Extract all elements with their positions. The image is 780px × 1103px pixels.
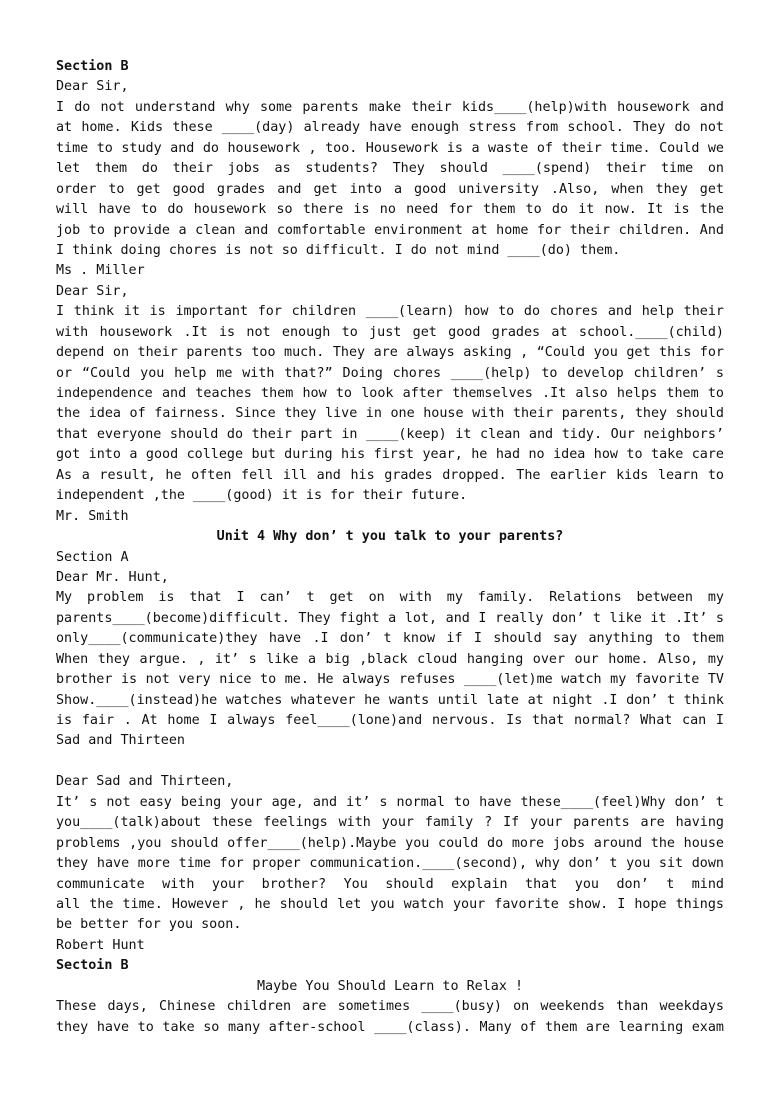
letter-3-signature: Sad and Thirteen	[56, 733, 185, 749]
article	[56, 977, 724, 1038]
letter-3-line: only____(communicate)they have .I don’ t know if I should say anything to them	[56, 631, 724, 647]
article-line: These days, Chinese children are sometimes ____(busy) on weekends than weekdays	[56, 999, 724, 1015]
letter-1-line: I think doing chores is not so difficult. I do not mind ____(do) them.	[56, 242, 621, 258]
letter-1-line: job to provide a clean and comfortable environment at home for their children. And	[56, 222, 724, 238]
sectoin-b-heading: Sectoin B	[56, 958, 129, 974]
letter-4-line: It’ s not easy being your age, and it’ s normal to have these____(feel)Why don’ t	[56, 794, 724, 810]
letter-2-greeting: Dear Sir,	[56, 283, 129, 299]
letter-2-line: got into a good college but during his first year, he had no idea how to take care	[56, 447, 724, 463]
letter-1-line: order to get good grades and get into a good university .Also, when they get	[56, 181, 724, 197]
letter-3-line: Show.____(instead)he watches whatever he wants until late at night .I don’ t think	[56, 692, 724, 708]
letter-2-line: depend on their parents too much. They are always asking , “Could you get this for	[56, 345, 724, 361]
letter-3-line: When they argue. , it’ s like a big ,black cloud hanging over our home. Also, my	[56, 651, 724, 667]
letter-2-signature: Mr. Smith	[56, 508, 129, 524]
letter-2-line: or “Could you help me with that?” Doing chores ____(help) to develop children’ s	[56, 365, 724, 381]
section-a-heading: Section A	[56, 549, 129, 565]
letter-2-line: that everyone should do their part in ____(keep) it clean and tidy. Our neighbors’	[56, 426, 724, 442]
letter-4-line: all the time. However , he should let you watch your favorite show. I hope things	[56, 896, 724, 912]
letter-4-signature: Robert Hunt	[56, 937, 145, 953]
letter-3-line: parents____(become)difficult. They fight a lot, and I really don’ t like it .It’ s	[56, 610, 724, 626]
letter-4-line: be better for you soon.	[56, 917, 242, 933]
letter-3	[56, 568, 724, 752]
article-line: they have to take so many after-school ____(class). Many of them are learning exam	[56, 1019, 724, 1035]
letter-3-line: is fair . At home I always feel____(lone)and nervous. Is that normal? What can I	[56, 713, 724, 728]
letter-3-line: brother is not very nice to me. He always refuses ____(let)me watch my favorite TV	[56, 672, 724, 688]
letter-1-greeting: Dear Sir,	[56, 79, 129, 95]
article-title: Maybe You Should Learn to Relax !	[256, 978, 524, 994]
letter-2-line: with housework .It is not enough to just get good grades at school.____(child)	[56, 324, 724, 340]
letter-4-greeting: Dear Sad and Thirteen,	[56, 774, 234, 790]
unit-title: Unit 4 Why don’ t you talk to your parents?	[216, 529, 564, 545]
letter-3-greeting: Dear Mr. Hunt,	[56, 569, 169, 585]
letter-2-line: As a result, he often fell ill and his grades dropped. The earlier kids learn to	[56, 467, 724, 483]
letter-4-line: communicate with your brother? You should explain that you don’ t mind	[56, 876, 724, 892]
letter-1-line: will have to do housework so there is no need for them to do it now. It is the	[56, 202, 724, 218]
letter-1-line: time to study and do housework , too. Housework is a waste of their time. Could we	[56, 140, 724, 156]
letter-2	[56, 282, 724, 527]
letter-1	[56, 77, 724, 281]
letter-2-line: independent ,the ____(good) it is for their future.	[56, 488, 468, 504]
letter-4-line: they have more time for proper communication.____(second), why don’ t you sit down	[56, 856, 724, 872]
letter-2-line: independence and teaches them how to look after themselves .It also helps them to	[56, 386, 724, 401]
letter-2-line: the idea of fairness. Since they live in one house with their parents, they should	[56, 406, 724, 422]
section-b-heading: Section B	[56, 59, 129, 74]
letter-1-line: at home. Kids these ____(day) already have enough stress from school. They do not	[56, 120, 724, 136]
letter-3-line: My problem is that I can’ t get on with my family. Relations between my	[56, 590, 724, 606]
letter-1-signature: Ms . Miller	[56, 263, 145, 279]
letter-4-line: problems ,you should offer____(help).Maybe you could do more jobs around the house	[56, 835, 724, 851]
letter-4	[56, 772, 724, 956]
letter-1-line: I do not understand why some parents make their kids____(help)with housework and	[56, 99, 724, 115]
letter-1-line: let them do their jobs as students? They should ____(spend) their time on	[56, 161, 724, 177]
blank-line	[56, 752, 724, 772]
letter-4-line: you____(talk)about these feelings with your family ? If your parents are having	[56, 815, 724, 831]
letter-2-line: I think it is important for children ____(learn) how to do chores and help their	[56, 304, 724, 320]
